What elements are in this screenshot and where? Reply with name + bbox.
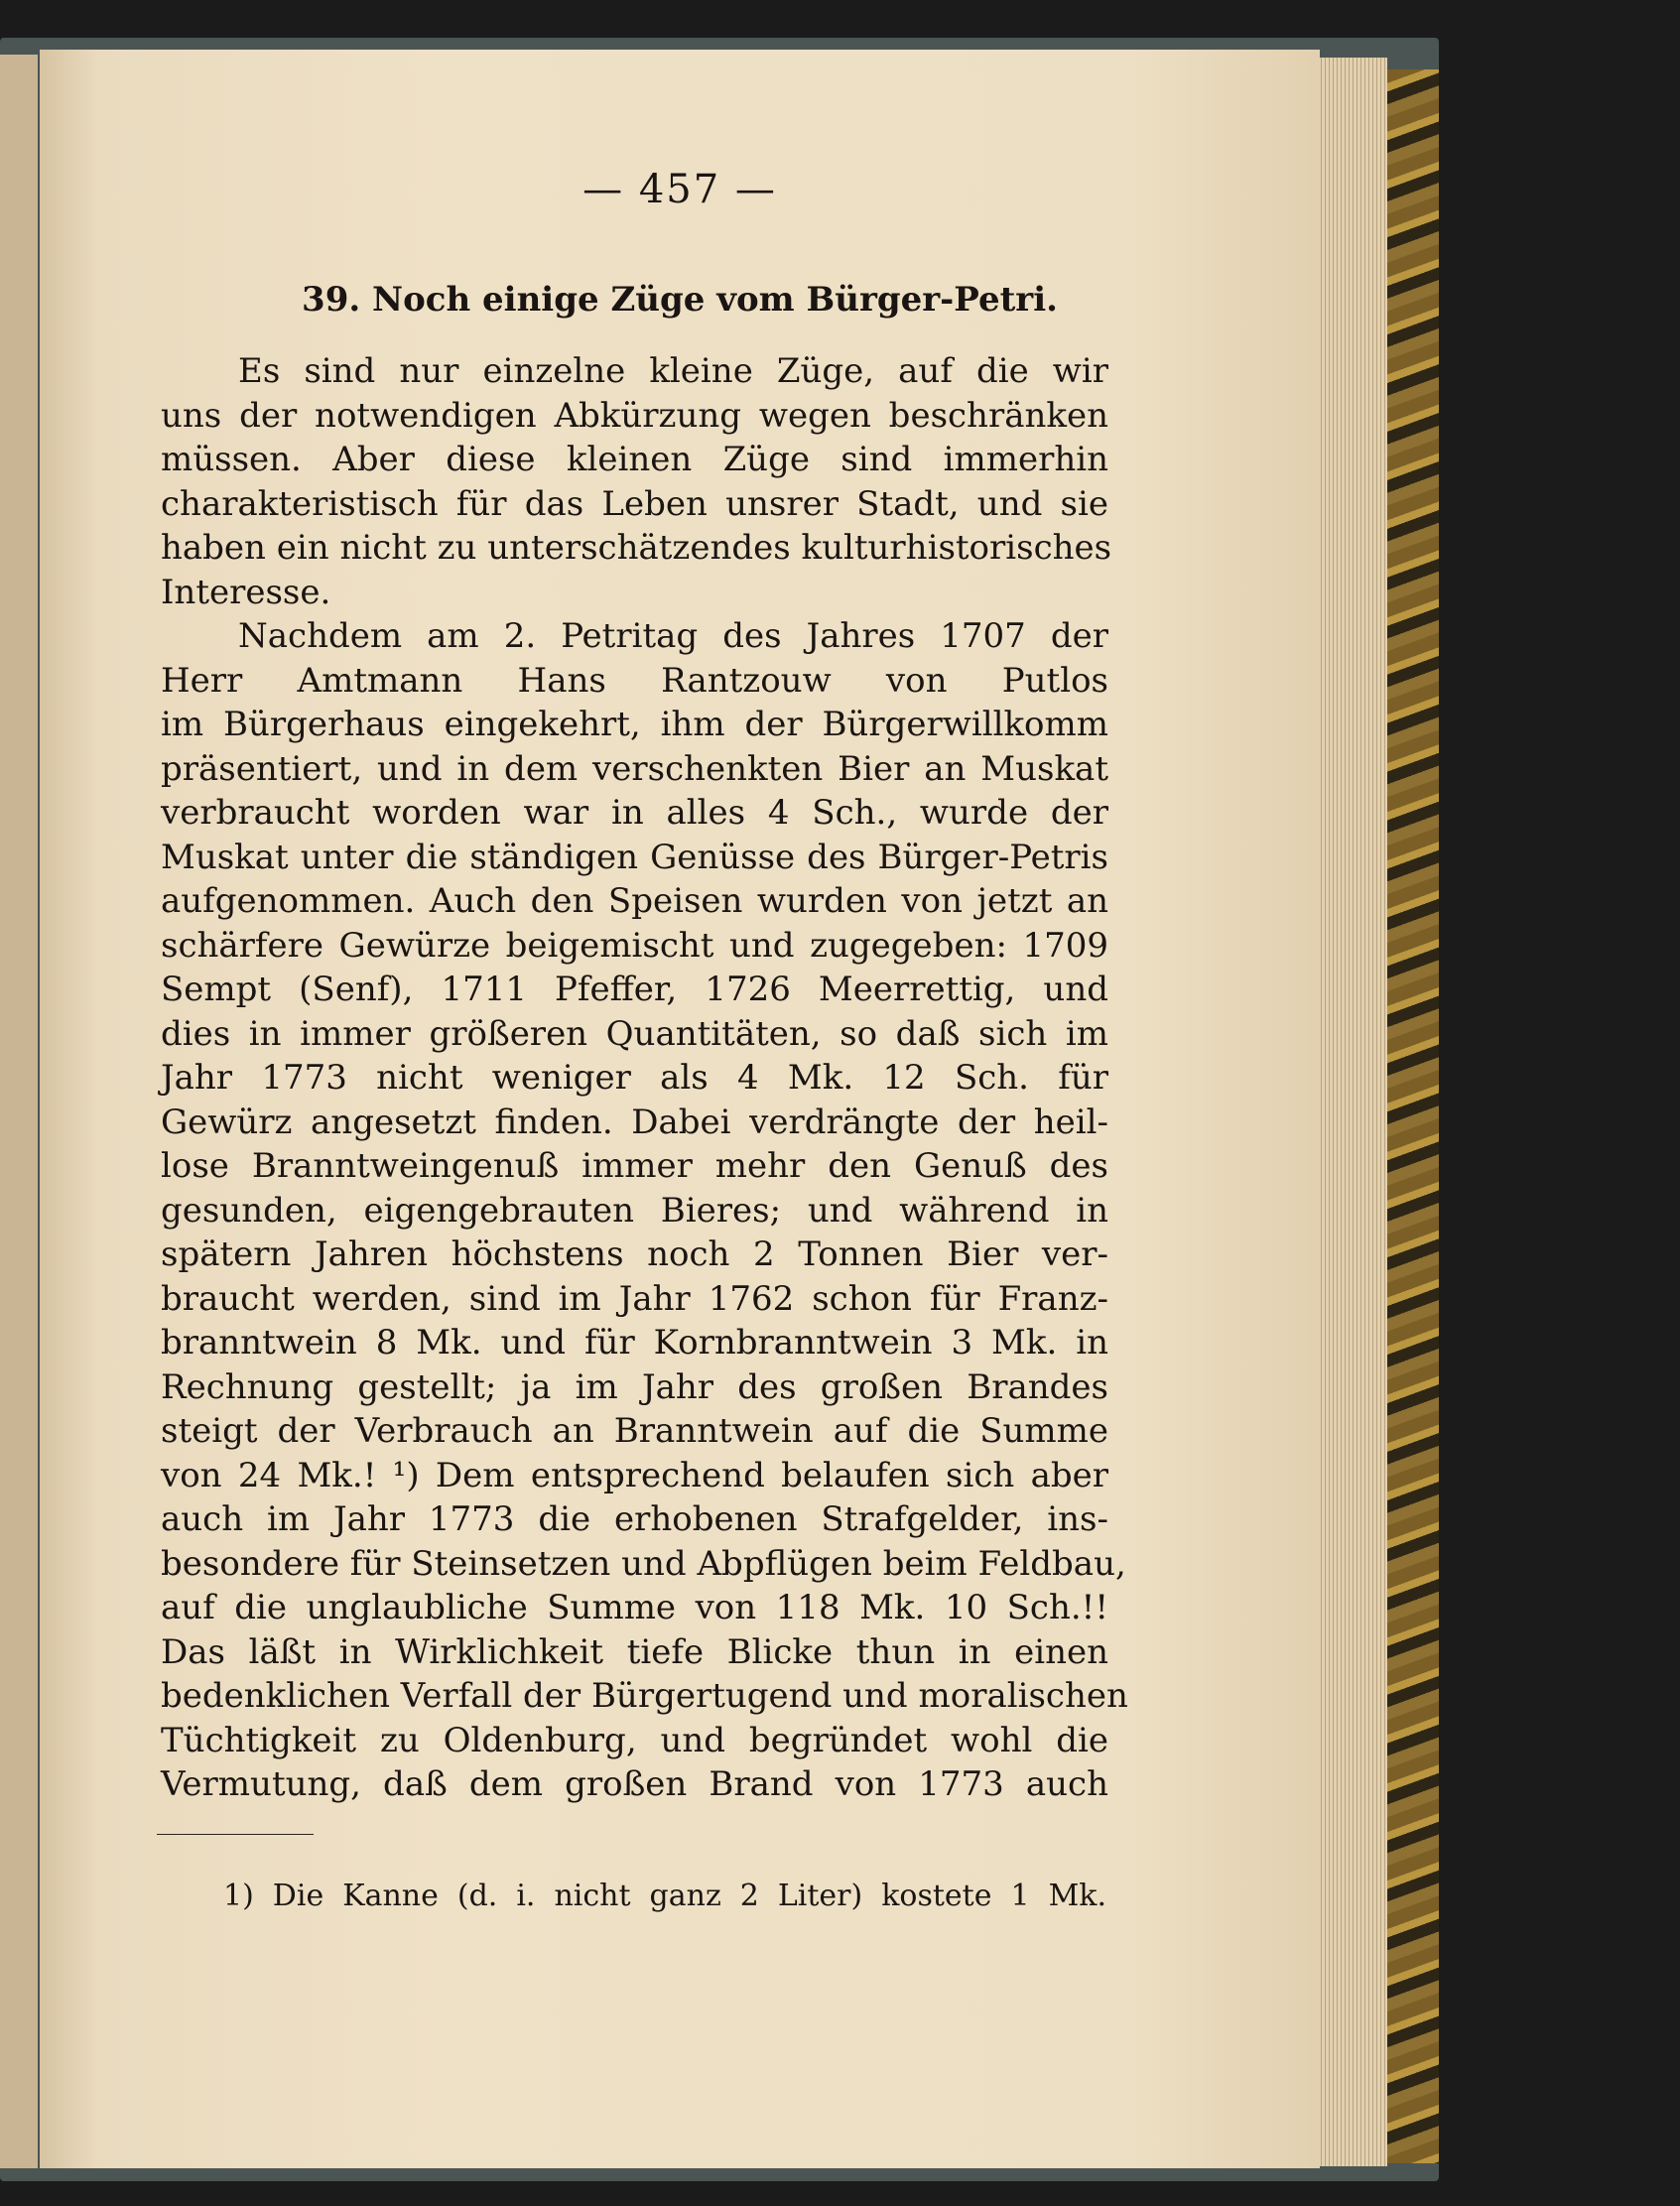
text-line: müssen. Aber diese kleinen Züge sind immerhin	[161, 440, 1108, 479]
text-line: dies in immer größeren Quantitäten, so daß sich im	[161, 1013, 1108, 1054]
text-line: Das läßt in Wirklichkeit tiefe Blicke thun in einen	[161, 1631, 1108, 1672]
text-line: Es sind nur einzelne kleine Züge, auf die wir	[238, 351, 1108, 391]
text-line: Nachdem am 2. Petritag des Jahres 1707 der	[238, 616, 1108, 656]
text-line: spätern Jahren höchstens noch 2 Tonnen Bier ver-	[161, 1234, 1108, 1274]
text-line: Muskat unter die ständigen Genüsse des Bürger-Petris	[161, 837, 1108, 877]
marbled-endpaper	[1384, 69, 1439, 2163]
text-line: Gewürz angesetzt finden. Dabei verdrängte der heil-	[161, 1102, 1108, 1142]
section-heading: 39. Noch einige Züge vom Bürger-Petri.	[302, 280, 1058, 320]
text-line: verbraucht worden war in alles 4 Sch., wurde der	[161, 793, 1108, 833]
text-line: aufgenommen. Auch den Speisen wurden von jetzt an	[161, 881, 1108, 921]
text-line: Interesse.	[161, 572, 331, 612]
text-line: branntwein 8 Mk. und für Kornbranntwein 3 Mk. in	[161, 1323, 1108, 1363]
text-line: braucht werden, sind im Jahr 1762 schon für Franz-	[161, 1278, 1108, 1319]
text-line: Rechnung gestellt; ja im Jahr des großen Brandes	[161, 1366, 1108, 1407]
text-line: Sempt (Senf), 1711 Pfeffer, 1726 Meerrettig, und	[161, 970, 1108, 1009]
text-line: von 24 Mk.! ¹) Dem entsprechend belaufen sich aber	[161, 1455, 1108, 1495]
text-line: Vermutung, daß dem großen Brand von 1773 auch	[161, 1764, 1108, 1804]
text-line: lose Branntweingenuß immer mehr den Genuß des	[161, 1146, 1108, 1186]
body-text	[161, 349, 1128, 1807]
text-line: Jahr 1773 nicht weniger als 4 Mk. 12 Sch. für	[161, 1058, 1108, 1098]
text-line: schärfere Gewürze beigemischt und zugegeben: 1709	[161, 925, 1108, 966]
text-line: besondere für Steinsetzen und Abpflügen beim Feldbau,	[161, 1543, 1126, 1584]
text-line: bedenklichen Verfall der Bürgertugend und moralischen	[161, 1676, 1128, 1716]
book-page	[40, 50, 1320, 2168]
text-line: steigt der Verbrauch an Branntwein auf die Summe	[161, 1411, 1108, 1451]
page-stack-edges	[1310, 58, 1387, 2166]
page-number: — 457 —	[582, 167, 777, 212]
text-line: gesunden, eigengebrauten Bieres; und während in	[161, 1190, 1108, 1231]
text-line: präsentiert, und in dem verschenkten Bier an Muskat	[161, 748, 1108, 789]
text-line: Herr Amtmann Hans Rantzouw von Putlos	[161, 660, 1108, 701]
text-line: im Bürgerhaus eingekehrt, ihm der Bürgerwillkomm	[161, 705, 1108, 744]
facing-page-edge	[0, 55, 38, 2168]
footnote: 1) Die Kanne (d. i. nicht ganz 2 Liter) kostete 1 Mk.	[223, 1879, 1106, 1913]
text-line: auch im Jahr 1773 die erhobenen Strafgelder, ins-	[161, 1499, 1108, 1539]
text-line: charakteristisch für das Leben unsrer Stadt, und sie	[161, 483, 1108, 524]
text-line: uns der notwendigen Abkürzung wegen beschränken	[161, 395, 1108, 436]
text-line: haben ein nicht zu unterschätzendes kulturhistorisches	[161, 528, 1112, 568]
text-line: Tüchtigkeit zu Oldenburg, und begründet wohl die	[161, 1720, 1108, 1760]
footnote-rule	[157, 1834, 314, 1835]
text-line: auf die unglaubliche Summe von 118 Mk. 10 Sch.!!	[161, 1588, 1108, 1627]
